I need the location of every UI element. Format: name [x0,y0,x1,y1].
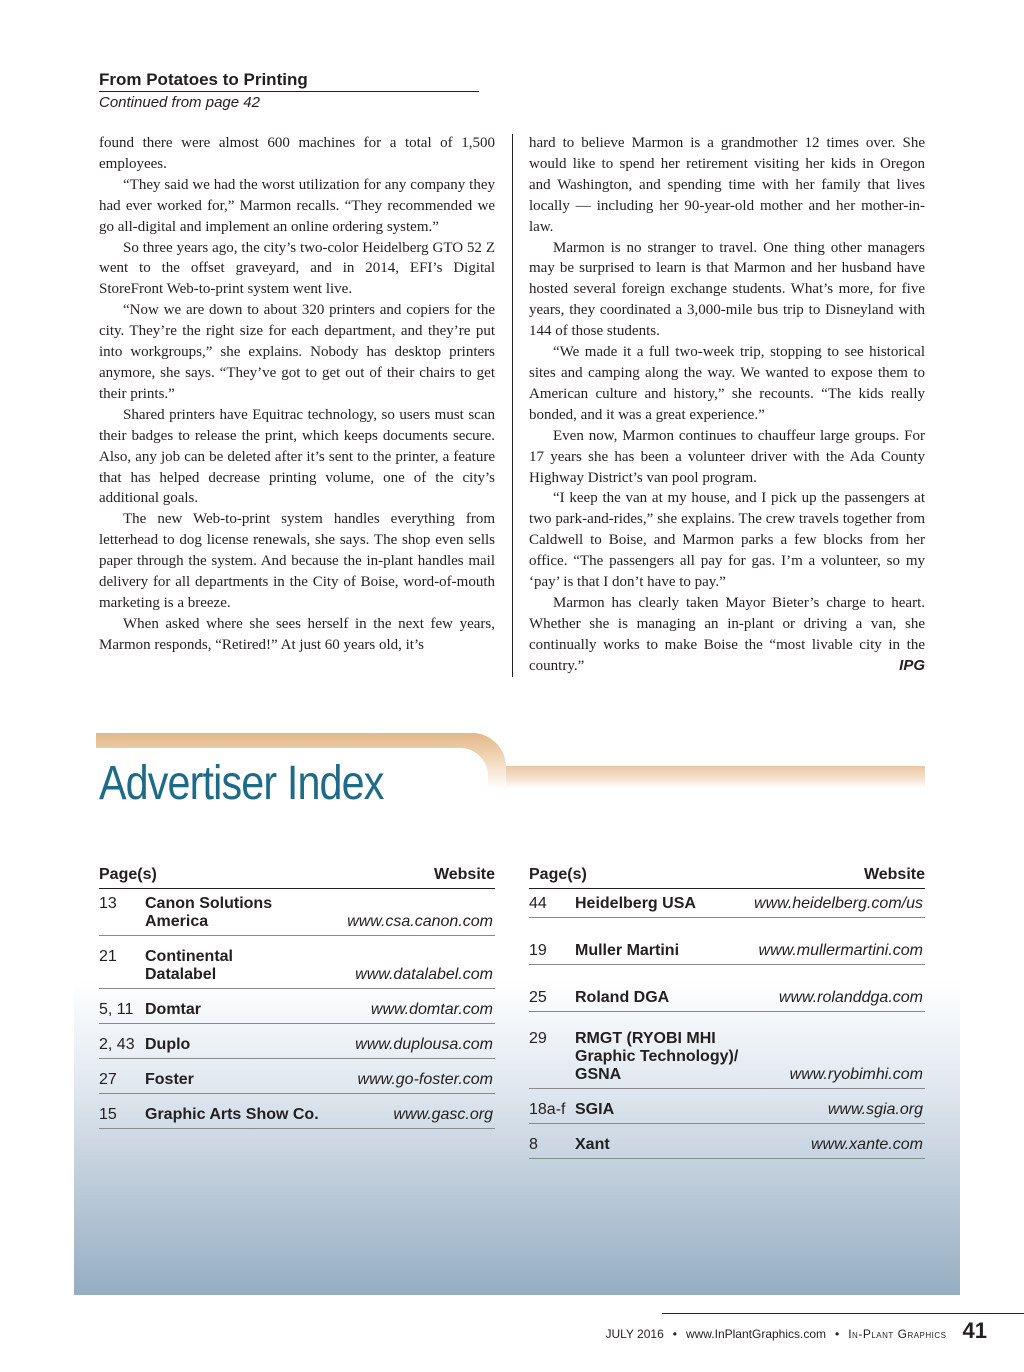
table-row [99,1030,495,1059]
table-row [529,1130,925,1159]
advertiser-website[interactable]: www.datalabel.com [355,966,493,983]
paragraph: When asked where she sees herself in the next few years, Marmon responds, “Retired!” At just 60 years old, it’s [99,615,495,653]
advertiser-pages: 21 [99,948,117,965]
pages-header: Page(s) [99,866,157,883]
advertiser-name: Domtar [145,1001,202,1018]
paragraph-text: Marmon has clearly taken Mayor Bieter’s charge to heart. Whether she is managing an in-plant or driving a van, she continually works to make Boise the “most livable city in the country.” [529,594,925,674]
advertiser-pages: 25 [529,989,547,1006]
paragraph: “We made it a full two-week trip, stopping to see historical sites and camping along the way. We wanted to expose them to American culture and history,” she recounts. “The kids really bonded, and it was a great experience.” [529,344,925,423]
website-header: Website [863,866,925,883]
table-row [99,995,495,1024]
paragraph: Shared printers have Equitrac technology, so users must scan their badges to release the print, which keeps documents secure. Also, any job can be deleted after it’s sent to the printer, a feature that has helped decrease printing volume, one of the city’s additional goals. [99,406,495,507]
advertiser-pages: 18a-f [529,1101,566,1118]
paragraph: found there were almost 600 machines for a total of 1,500 employees. [99,135,495,172]
table-row [99,1100,495,1129]
advertiser-name: RMGT (RYOBI MHI Graphic Technology)/ GSNA [575,1030,739,1083]
advertiser-index-title: Advertiser Index [99,757,384,810]
advertiser-table-left [99,864,495,1129]
table-row [529,936,925,965]
table-row [529,1095,925,1124]
advertiser-name: Duplo [145,1036,191,1053]
paragraph: Marmon is no stranger to travel. One thing other managers may be surprised to learn is that Marmon and her husband have hosted several foreign exchange students. What’s more, for five years, they coordinated a 3,000-mile bus trip to Disneyland with 144 of those students. [529,239,925,340]
advertiser-name: Roland DGA [575,989,670,1006]
advertiser-website[interactable]: www.mullermartini.com [758,942,923,959]
advertiser-pages: 5, 11 [99,1001,134,1018]
advertiser-website[interactable]: www.duplousa.com [355,1036,493,1053]
header-band [488,766,925,788]
table-header [99,864,495,889]
advertiser-pages: 15 [99,1106,117,1123]
paragraph [529,593,925,677]
table-header [529,864,925,889]
advertiser-pages: 8 [529,1136,538,1153]
paragraph: hard to believe Marmon is a grandmother 12 times over. She would like to spend her retirement visiting her kids in Oregon and Washington, and spending time with her family that lives locally — including her 90-year-old mother and her mother-in-law. [529,135,925,235]
advertiser-website[interactable]: www.go-foster.com [357,1071,493,1088]
advertiser-pages: 13 [99,895,117,912]
publication-name: In-Plant Graphics [848,1327,947,1341]
bullet-icon: • [672,1327,677,1341]
advertiser-pages: 19 [529,942,547,959]
advertiser-name: Xant [575,1136,610,1153]
advertiser-name: Graphic Arts Show Co. [145,1106,319,1123]
footer-rule [662,1313,1024,1314]
page-footer [605,1318,987,1344]
advertiser-website[interactable]: www.heidelberg.com/us [754,895,923,912]
advertiser-website[interactable]: www.xante.com [810,1136,923,1153]
article-left-column [99,133,495,656]
paragraph: Even now, Marmon continues to chauffeur large groups. For 17 years she has been a volunteer driver with the Ada County Highway District’s van pool program. [529,427,925,486]
advertiser-name: Continental Datalabel [145,948,233,983]
advertiser-website[interactable]: www.csa.canon.com [347,913,493,930]
advertiser-name: Canon Solutions America [145,895,273,930]
article-right-column [529,133,925,677]
advertiser-website[interactable]: www.ryobimhi.com [789,1066,923,1083]
advertiser-name: SGIA [575,1101,615,1118]
footer-website[interactable]: www.InPlantGraphics.com [685,1327,827,1341]
bullet-icon: • [835,1327,840,1341]
website-header: Website [433,866,495,883]
advertiser-website[interactable]: www.domtar.com [370,1001,493,1018]
article-title: From Potatoes to Printing [99,70,479,92]
issue-date: JULY 2016 [605,1327,664,1341]
advertiser-pages: 29 [529,1030,547,1047]
advertiser-name: Muller Martini [575,942,680,959]
paragraph: “They said we had the worst utilization for any company they had ever worked for,” Marmon recalls. “They recommended we go all-digital and implement an online ordering system.” [99,176,495,235]
advertiser-website[interactable]: www.gasc.org [393,1106,493,1123]
table-row [529,889,925,918]
end-mark: IPG [899,656,925,674]
table-row [99,1065,495,1094]
table-row [529,983,925,1012]
continued-header [99,70,479,113]
table-row [99,889,495,936]
advertiser-website[interactable]: www.sgia.org [827,1101,923,1118]
advertiser-name: Foster [145,1071,194,1088]
pages-header: Page(s) [529,866,587,883]
advertiser-pages: 2, 43 [99,1036,135,1053]
continued-from-label: Continued from page 42 [99,94,260,111]
paragraph: So three years ago, the city’s two-color Heidelberg GTO 52 Z went to the offset graveyard, and in 2014, EFI’s Digital StoreFront Web-to-print system went live. [99,239,495,298]
table-row [99,942,495,989]
advertiser-pages: 44 [529,895,547,912]
column-divider [512,134,513,677]
paragraph: “I keep the van at my house, and I pick up the passengers at two park-and-rides,” she explains. The crew travels together from Caldwell to Boise, and Marmon parks a few blocks from her office. “The passengers all pay for gas. I’m a volunteer, so my ‘pay’ is that I don’t have to pay.” [529,490,925,591]
advertiser-table-right [529,864,925,1159]
page-number: 41 [962,1318,987,1343]
table-row [529,1024,925,1089]
paragraph: “Now we are down to about 320 printers and copiers for the city. They’re the right size for each department, and they’re put into workgroups,” she explains. Nobody has desktop printers anymore, she says. “They’ve got to get out of their chairs to get their prints.” [99,302,495,402]
advertiser-website[interactable]: www.rolanddga.com [778,989,923,1006]
advertiser-pages: 27 [99,1071,117,1088]
advertiser-name: Heidelberg USA [575,895,696,912]
paragraph: The new Web-to-print system handles everything from letterhead to dog license renewals, she says. The shop even sells paper through the system. And because the in-plant handles mail delivery for all departments in the City of Boise, word-of-mouth marketing is a breeze. [99,511,495,611]
